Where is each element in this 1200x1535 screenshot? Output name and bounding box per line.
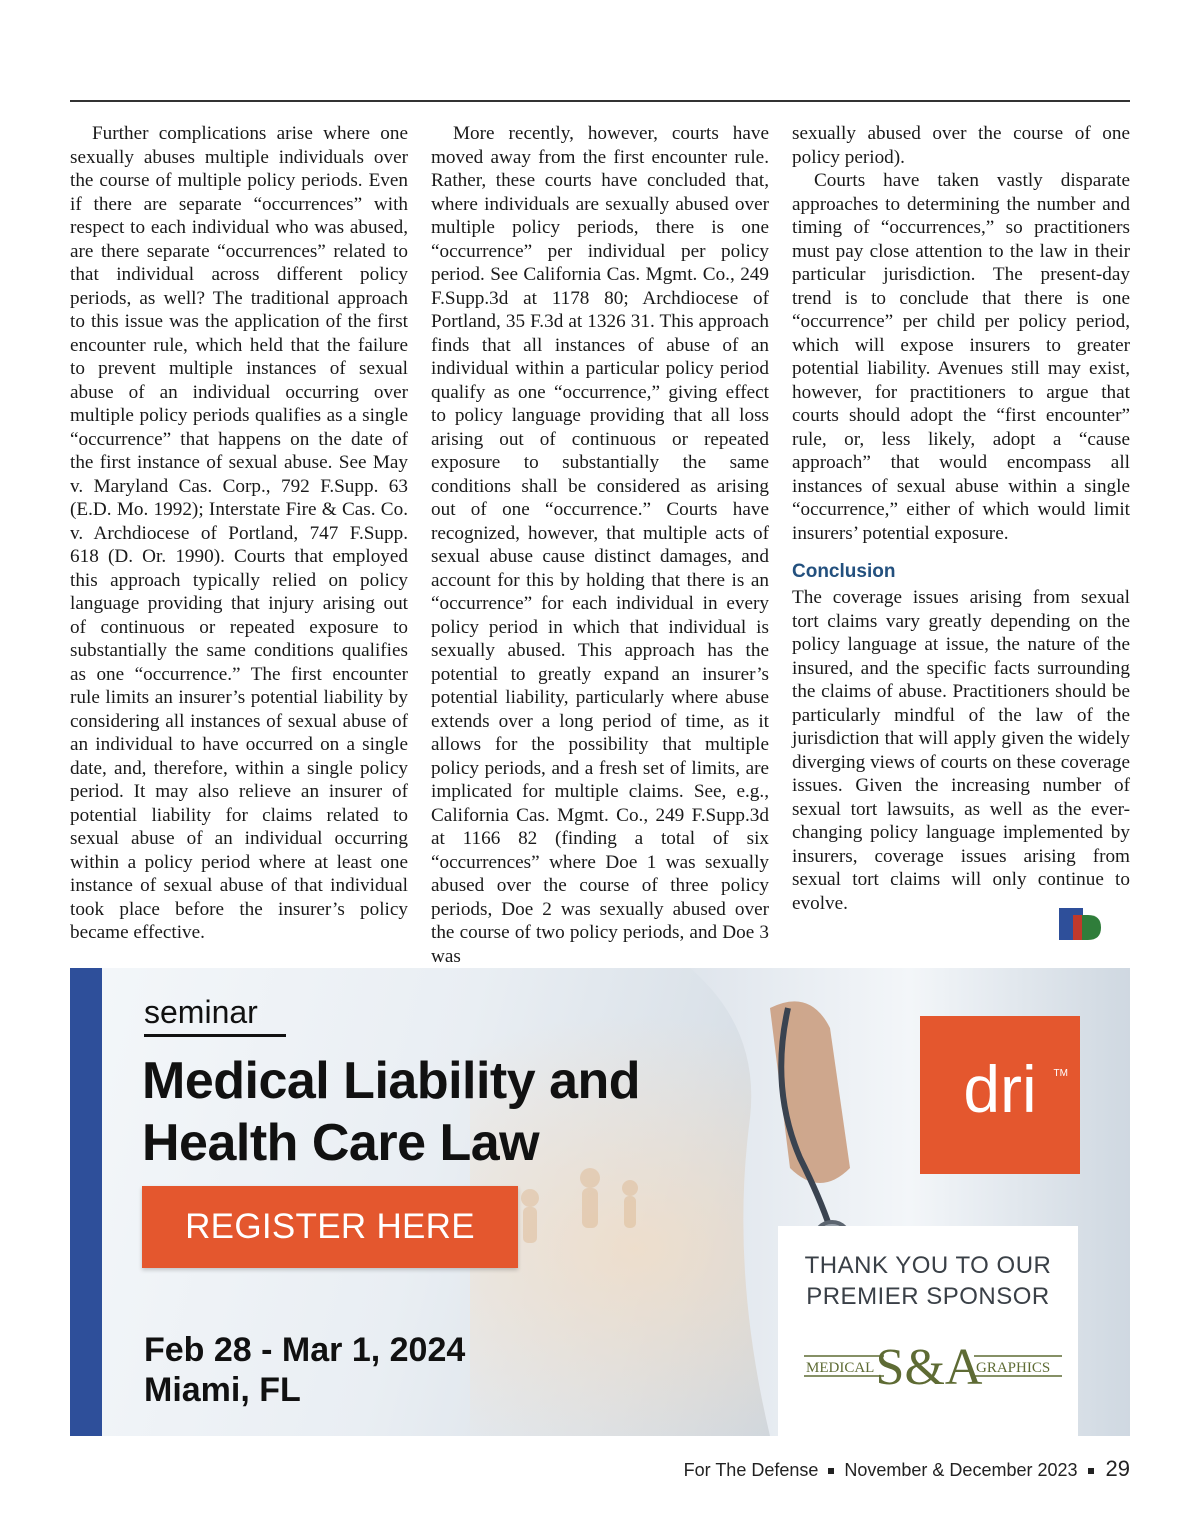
- article-column-1: [70, 122, 408, 945]
- paragraph: More recently, however, courts have moved away from the first encounter rule. Rather, these courts have concluded that, where individuals are sexually abused over multiple policy periods, there is one “occurrence” per individual per policy period. See California Cas. Mgmt. Co., 249 F.Supp.3d at 1178 80; Archdiocese of Portland, 35 F.3d at 1326 31. This approach finds that all instances of abuse of an individual within a particular policy period qualify as one “occurrence,” giving effect to policy language providing that all loss arising out of continuous or repeated exposure to substantially the same conditions shall be considered as arising out of one “occurrence.” Courts have recognized, however, that multiple acts of sexual abuse cause distinct damages, and account for this by holding that there is an “occurrence” for each individual in every policy period in which that individual is sexually abused. This approach has the potential to greatly expand an insurer’s potential liability, particularly where abuse extends over a long period of time, as it allows for the possibility that multiple policy periods, and a fresh set of limits, are implicated for multiple claims. See, e.g., California Cas. Mgmt. Co., 249 F.Supp.3d at 1166 82 (finding a total of six “occurrences” where Doe 1 was sexually abused over the course of three policy periods, Doe 2 was sexually abused over the course of two policy periods, and Doe 3 was: [431, 123, 769, 967]
- sponsor-panel: [778, 1226, 1078, 1436]
- seminar-advertisement[interactable]: [70, 968, 1130, 1436]
- section-heading-conclusion: Conclusion: [792, 561, 896, 582]
- top-rule: [70, 100, 1130, 102]
- svg-text:MEDICAL: MEDICAL: [806, 1360, 875, 1376]
- page-number: 29: [1105, 1456, 1130, 1481]
- dri-logo: [920, 1016, 1080, 1174]
- ad-kicker: seminar: [144, 994, 258, 1030]
- sponsor-label-line: PREMIER SPONSOR: [806, 1283, 1050, 1310]
- article-column-3: [792, 122, 1130, 915]
- separator-square-icon: [828, 1468, 834, 1474]
- paragraph: sexually abused over the course of one policy period).: [792, 123, 1130, 168]
- register-here-button[interactable]: REGISTER HERE: [142, 1186, 518, 1268]
- sponsor-label-line: THANK YOU TO OUR: [804, 1252, 1052, 1279]
- ad-accent-bar: [70, 968, 102, 1436]
- dri-logo-text: dri: [963, 1052, 1037, 1126]
- sa-medical-graphics-logo: [804, 1334, 1062, 1396]
- sponsor-label: [778, 1250, 1078, 1312]
- page-footer: [684, 1456, 1130, 1482]
- dri-trademark: TM: [1053, 1068, 1068, 1079]
- ad-event-details: [144, 1330, 465, 1410]
- ad-title-line: Health Care Law: [142, 1114, 540, 1172]
- paragraph: The coverage issues arising from sexual tort claims vary greatly depending on the policy language at issue, the nature of the insured, and the specific facts surrounding the claims of abuse. Practitioners should be particularly mindful of the law of the jurisdiction that will apply given the widely diverging views of courts on these coverage issues. Given the increasing number of sexual tort lawsuits, as well as the ever-changing policy language implemented by insurers, coverage issues arising from sexual tort claims will only continue to evolve.: [792, 587, 1130, 914]
- article-body: [70, 122, 1130, 967]
- svg-text:S&A: S&A: [875, 1339, 983, 1396]
- article-column-2: [431, 122, 769, 968]
- svg-text:GRAPHICS: GRAPHICS: [976, 1360, 1051, 1376]
- ad-title-line: Medical Liability and: [142, 1052, 641, 1110]
- event-date: Feb 28 - Mar 1, 2024: [144, 1331, 466, 1369]
- publication-name: For The Defense: [683, 1460, 819, 1480]
- separator-square-icon: [1088, 1468, 1094, 1474]
- ad-title: [142, 1050, 702, 1174]
- issue-date: November & December 2023: [844, 1460, 1078, 1480]
- paragraph: Further complications arise where one sexually abuses multiple individuals over the course of multiple policy periods. Even if there are separate “occurrences” with respect to each individual who was abused, are there separate “occurrences” related to that individual across different policy periods, as well? The traditional approach to this issue was the application of the first encounter rule, which held that the failure to prevent multiple instances of sexual abuse of an individual occurring over multiple policy periods qualifies as a single “occurrence” that happens on the date of the first instance of sexual abuse. See May v. Maryland Cas. Corp., 792 F.Supp. 63 (E.D. Mo. 1992); Interstate Fire & Cas. Co. v. Archdiocese of Portland, 747 F.Supp. 618 (D. Or. 1990). Courts that employed this approach typically relied on policy language providing that injury arising out of continuous or repeated exposure to substantially the same conditions qualifies as one “occurrence.” The first encounter rule limits an insurer’s potential liability by considering all instances of sexual abuse of an individual to have occurred on a single date, and, therefore, within a single policy period. It may also relieve an insurer of potential liability for claims related to sexual abuse of an individual occurring within a policy period where at least one instance of sexual abuse of that individual took place before the insurer’s policy became effective.: [70, 123, 408, 943]
- event-location: Miami, FL: [144, 1371, 301, 1409]
- ftd-end-mark-icon: [1058, 906, 1102, 942]
- ad-kicker-underline: [144, 1034, 286, 1037]
- paragraph: Courts have taken vastly disparate approaches to determining the number and timing of “occurrences,” so practitioners must pay close attention to the law in their particular jurisdiction. The present-day trend is to conclude that there is one “occurrence” per child per policy period, which will expose insurers to greater potential liability. Avenues still may exist, however, for practitioners to argue that courts should adopt the “first encounter” rule, or, less likely, adopt a “cause approach” that would encompass all instances of sexual abuse within a single “occurrence,” either of which would limit insurers’ potential exposure.: [792, 170, 1130, 544]
